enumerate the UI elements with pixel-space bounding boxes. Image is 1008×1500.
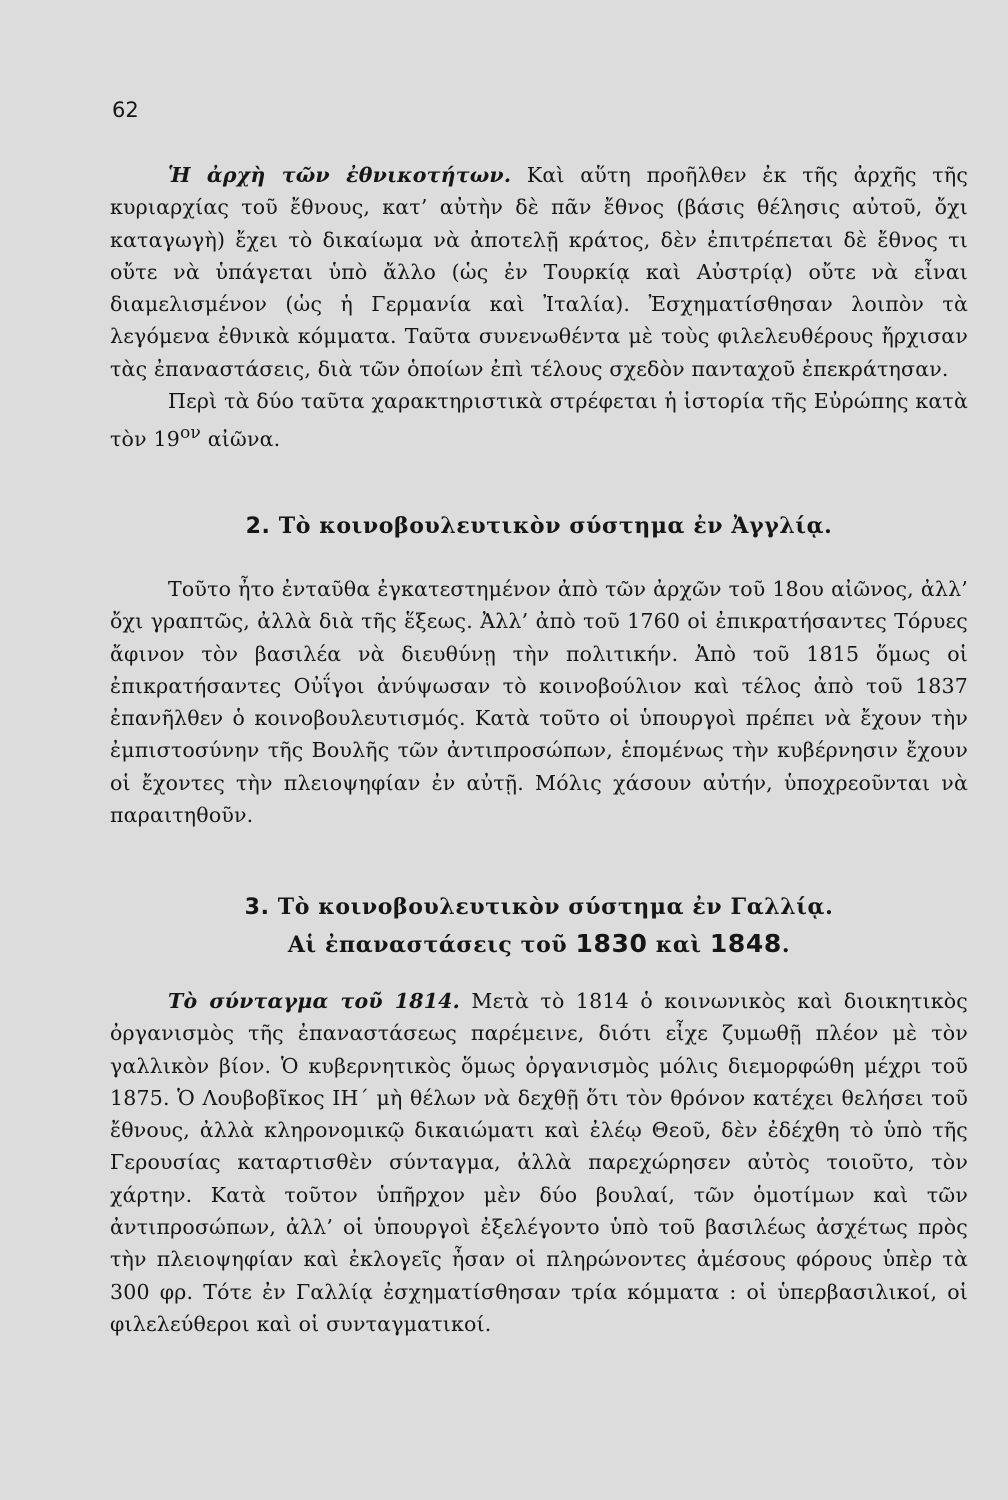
- section-3-heading-line-1: [110, 889, 968, 926]
- run-in-heading-constitution: Τὸ σύνταγμα τοῦ 1814.: [168, 989, 460, 1013]
- section-2-text-block: [110, 573, 968, 831]
- intro-paragraph-2-end: αἰῶνα.: [201, 427, 281, 452]
- intro-paragraph-1-body: Καὶ αὕτη προῆλθεν ἐκ τῆς ἀρχῆς τῆς κυριαρχίας τοῦ ἔθνους, κατ’ αὐτὴν δὲ πᾶν ἔθνος (βάσις θέλησις αὐτοῦ, ὄχι καταγωγὴ) ἔχει τὸ δικαίωμα νὰ ἀποτελῇ κράτος, δὲν ἐπιτρέπεται δὲ ἔθνος τι οὔτε νὰ ὑπάγεται ὑπὸ ἄλλο (ὡς ἐν Τουρκίᾳ καὶ Αὐστρίᾳ) οὔτε νὰ εἶναι διαμελισμένον (ὡς ἡ Γερμανία καὶ Ἰταλία). Ἐσχηματίσθησαν λοιπὸν τὰ λεγόμενα ἐθνικὰ κόμματα. Ταῦτα συνενωθέντα μὲ τοὺς φιλελευθέρους ἤρχισαν τὰς ἐπαναστάσεις, διὰ τῶν ὁποίων ἐπὶ τέλους σχεδὸν πανταχοῦ ἐπεκράτησαν.: [110, 163, 969, 381]
- intro-text-block: [110, 159, 968, 456]
- section-3-year-1: 1830: [575, 929, 648, 958]
- section-3-heading: [110, 889, 968, 963]
- page-number: 62: [112, 98, 139, 122]
- section-3-title-line-2-mid: καὶ: [655, 932, 702, 958]
- section-3-text-block: [110, 985, 968, 1340]
- section-3-paragraph-body: Μετὰ τὸ 1814 ὁ κοινωνικὸς καὶ διοικητικὸς ὀργανισμὸς τῆς ἐπαναστάσεως παρέμεινε, διότι εἶχε ζυμωθῇ πλέον μὲ τὸν γαλλικὸν βίον. Ὁ κυβερνητικὸς ὅμως ὀργανισμὸς μόλις διεμορφώθη μέχρι τοῦ 1875. Ὁ Λουβοβῖκος ΙΗ΄ μὴ θέλων νὰ δεχθῇ ὅτι τὸν θρόνον κατέχει θελήσει τοῦ ἔθνους, ἀλλὰ κληρονομικῷ δικαιώματι καὶ ἐλέῳ Θεοῦ, δὲν ἐδέχθη τὸ ὑπὸ τῆς Γερουσίας καταρτισθὲν σύνταγμα, ἀλλὰ παρεχώρησεν αὐτὸς τοιοῦτο, τὸν χάρτην. Κατὰ τοῦτον ὑπῆρχον μὲν δύο βουλαί, τῶν ὁμοτίμων καὶ τῶν ἀντιπροσώπων, ἀλλ’ οἱ ὑπουργοὶ ἐξελέγοντο ὑπὸ τοῦ βασιλέως ἀσχέτως πρὸς τὴν πλειοψηφίαν καὶ ἐκλογεῖς ἦσαν οἱ πληρώνοντες ἀμέσους φόρους ὑπὲρ τὰ 300 φρ. Τότε ἐν Γαλλίᾳ ἐσχηματίσθησαν τρία κόμματα : οἱ ὑπερβασιλικοί, οἱ φιλελεύθεροι καὶ οἱ συνταγματικοί.: [110, 989, 968, 1336]
- section-2-title: Τὸ κοινοβουλευτικὸν σύστημα ἐν Ἀγγλίᾳ.: [278, 513, 833, 539]
- run-in-heading-nationalities: Ἡ ἀρχὴ τῶν ἐθνικοτήτων.: [168, 163, 512, 187]
- intro-paragraph-2: [110, 385, 968, 455]
- section-2-number: 2.: [245, 514, 271, 539]
- section-3-title-line-1: Τὸ κοινοβουλευτικὸν σύστημα ἐν Γαλλίᾳ.: [277, 894, 834, 920]
- intro-paragraph-2-start: Περὶ τὰ δύο ταῦτα χαρακτηριστικὰ στρέφεται ἡ ἱστορία τῆς Εὐρώπης κατὰ τὸν 19: [110, 389, 968, 452]
- section-3-number: 3.: [244, 895, 270, 920]
- intro-paragraph-2-superscript: ον: [179, 423, 202, 444]
- section-3-paragraph: [110, 985, 968, 1340]
- section-2-heading: [110, 508, 968, 545]
- section-3-year-2: 1848: [709, 929, 782, 958]
- section-3-title-line-2-end: .: [781, 932, 791, 958]
- section-3-title-line-2-start: Αἱ ἐπαναστάσεις τοῦ: [287, 932, 568, 958]
- section-3-heading-line-2: [110, 926, 968, 963]
- section-2-paragraph: Τοῦτο ἦτο ἐνταῦθα ἐγκατεστημένον ἀπὸ τῶν ἀρχῶν τοῦ 18ου αἰῶνος, ἀλλ’ ὄχι γραπτῶς, ἀλλὰ διὰ τῆς ἕξεως. Ἀλλ’ ἀπὸ τοῦ 1760 οἱ ἐπικρατήσαντες Τόρυες ἄφινον τὸν βασιλέα νὰ διευθύνῃ τὴν πολιτικήν. Ἀπὸ τοῦ 1815 ὅμως οἱ ἐπικρατήσαντες Οὐΐγοι ἀνύψωσαν τὸ κοινοβούλιον καὶ τέλος ἀπὸ τοῦ 1837 ἐπανῆλθεν ὁ κοινοβουλευτισμός. Κατὰ τοῦτο οἱ ὑπουργοὶ πρέπει νὰ ἔχουν τὴν ἐμπιστοσύνην τῆς Βουλῆς τῶν ἀντιπροσώπων, ἑπομένως τὴν κυβέρνησιν ἔχουν οἱ ἔχοντες τὴν πλειοψηφίαν ἐν αὐτῇ. Μόλις χάσουν αὐτήν, ὑποχρεοῦνται νὰ παραιτηθοῦν.: [110, 577, 968, 828]
- intro-paragraph-1: [110, 159, 968, 385]
